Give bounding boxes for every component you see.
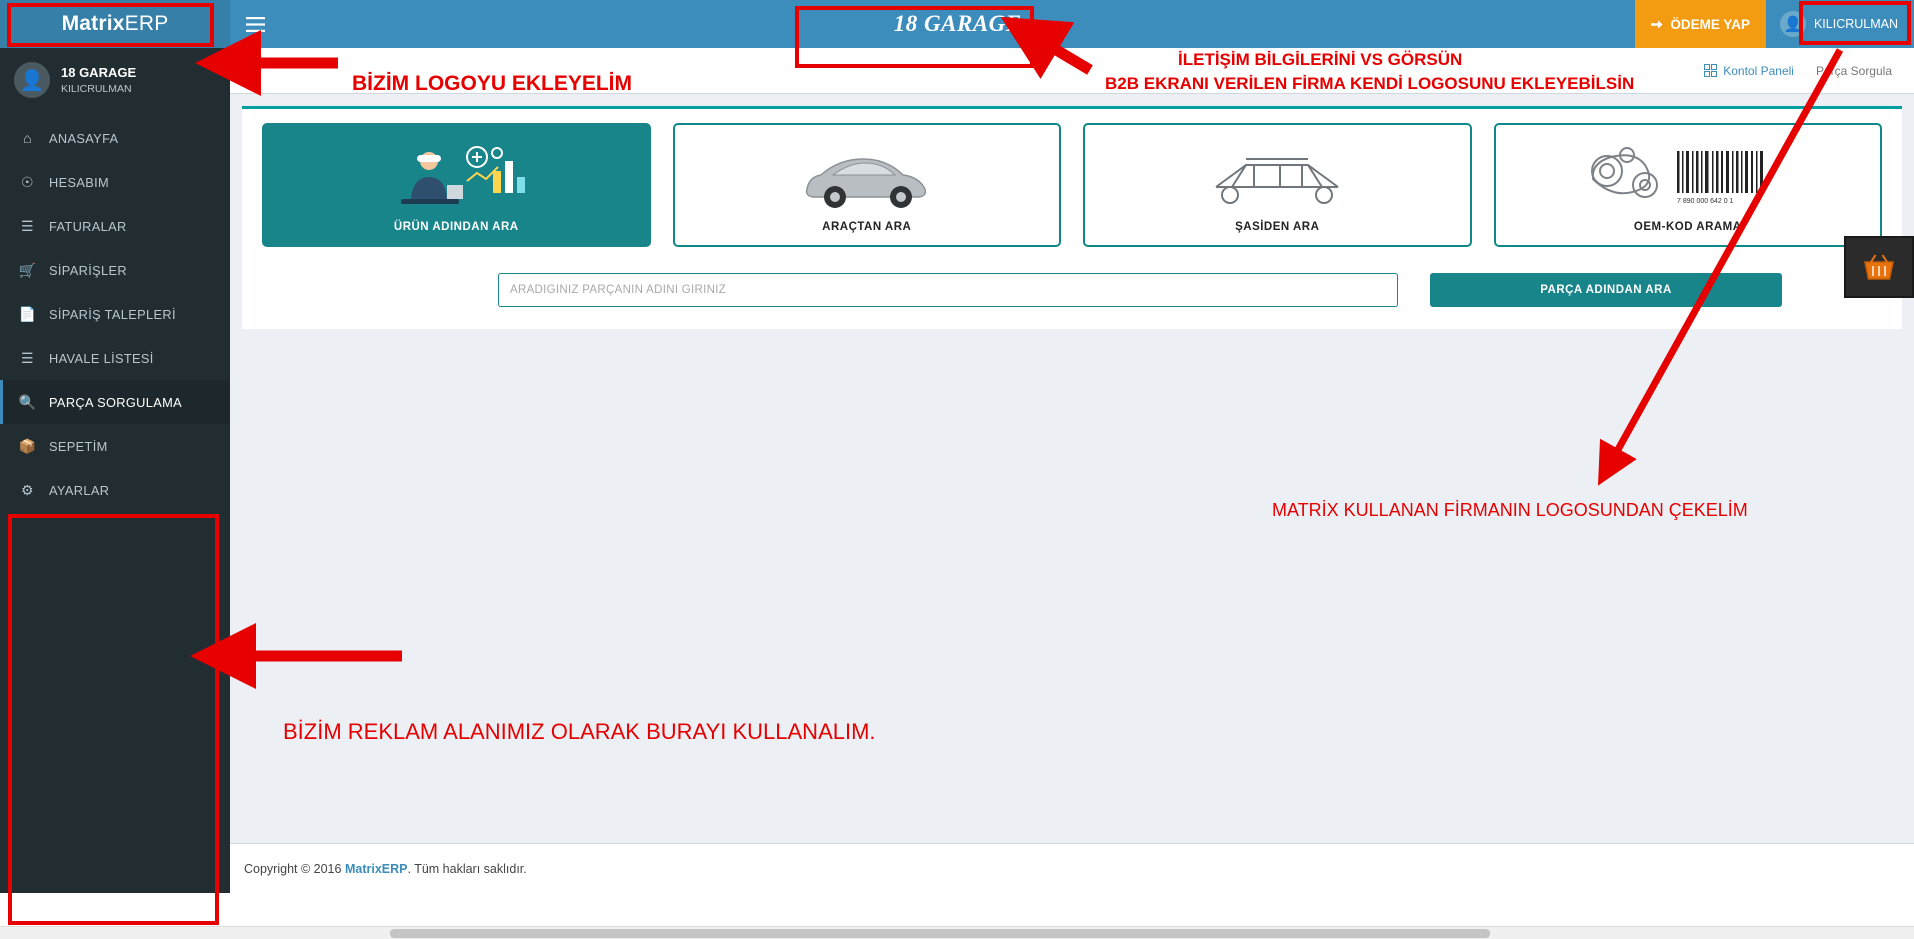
annotation-note-contact-2: B2B EKRANI VERİLEN FİRMA KENDİ LOGOSUNU EKLEYEBİLSİN (1105, 74, 1635, 93)
belt-barcode-icon (1573, 134, 1803, 221)
dashboard-icon (1704, 64, 1717, 77)
tab-sasiden-ara[interactable] (1083, 123, 1472, 247)
search-input[interactable] (498, 273, 1398, 307)
cart-floating-button[interactable] (1844, 236, 1914, 298)
annotation-note-firm-logo: MATRİX KULLANAN FİRMANIN LOGOSUNDAN ÇEKELİM (1272, 500, 1748, 520)
top-navigation-bar (0, 0, 1914, 48)
breadcrumb-current-label: Parça Sorgula (1815, 63, 1892, 78)
sidebar-item-anasayfa[interactable] (0, 116, 230, 160)
tab-label: ÜRÜN ADINDAN ARA (393, 221, 519, 233)
sidebar-item-label: SEPETİM (49, 438, 108, 454)
breadcrumb-home[interactable] (1704, 64, 1794, 78)
search-mode-tiles (262, 123, 1882, 247)
user-avatar-icon: 👤 (14, 62, 50, 98)
sidebar-item-siparisler[interactable] (0, 248, 230, 292)
sidebar-item-siparis-talepleri[interactable] (0, 292, 230, 336)
arrow-right-icon (1651, 19, 1663, 30)
sidebar-item-label: PARÇA SORGULAMA (49, 394, 183, 410)
home-icon: ⌂ (23, 130, 32, 146)
sidebar (0, 48, 230, 893)
user-circle-icon: ☉ (21, 173, 34, 190)
sidebar-item-label: HESABIM (49, 174, 110, 190)
footer-copyright: Copyright © 2016 (244, 861, 342, 876)
annotation-note-logo: BİZİM LOGOYU EKLEYELİM (352, 72, 633, 95)
tab-label: OEM-KOD ARAMA (1633, 221, 1742, 233)
gears-icon: ⚙ (21, 481, 34, 498)
breadcrumb-current (1816, 64, 1892, 78)
sidebar-item-label: ANASAYFA (49, 130, 119, 146)
car-icon (797, 134, 937, 221)
sidebar-item-label: SİPARİŞ TALEPLERİ (49, 306, 176, 322)
search-icon: 🔍 (18, 393, 37, 410)
search-panel (242, 106, 1902, 329)
sidebar-item-havale-listesi[interactable] (0, 336, 230, 380)
user-account-label: KILICRULMAN (1813, 17, 1898, 31)
sidebar-item-hesabim[interactable] (0, 160, 230, 204)
main-content (230, 48, 1914, 893)
annotation-note-contact-1: İLETİŞİM BİLGİLERİNİ VS GÖRSÜN (1178, 50, 1463, 69)
make-payment-button[interactable] (1635, 0, 1766, 48)
list-alt-icon: ☰ (21, 349, 34, 366)
sidebar-user-name: 18 GARAGE (61, 65, 137, 81)
basket-icon: 📦 (18, 437, 37, 454)
top-right-actions (1635, 0, 1914, 48)
footer-suffix: . Tüm hakları saklıdır. (407, 861, 527, 876)
sidebar-item-label: HAVALE LİSTESİ (49, 350, 154, 366)
annotation-note-ad-area: BİZİM REKLAM ALANIMIZ OLARAK BURAYI KULLANALIM. (283, 719, 876, 744)
sidebar-user-subtitle: KILICRULMAN (61, 82, 132, 95)
sidebar-item-label: SİPARİŞLER (49, 262, 127, 278)
tab-label: ŞASİDEN ARA (1235, 221, 1320, 233)
tab-aractan-ara[interactable] (673, 123, 1062, 247)
make-payment-label: ÖDEME YAP (1670, 16, 1750, 32)
top-center-title-area (280, 11, 1635, 37)
sidebar-user-names (61, 64, 136, 96)
user-icon: 👤 (1780, 11, 1806, 37)
footer (230, 843, 1914, 893)
footer-brand-link[interactable]: MatrixERP (344, 861, 408, 876)
list-icon: ☰ (21, 217, 34, 234)
horizontal-scrollbar-thumb[interactable] (390, 929, 1490, 938)
svg-text:7 890 000 642 0 1: 7 890 000 642 0 1 (1676, 197, 1734, 205)
search-by-part-name-button[interactable]: PARÇA ADINDAN ARA (1430, 273, 1782, 307)
breadcrumb-bar (230, 48, 1914, 94)
search-row (262, 273, 1882, 307)
sidebar-item-label: AYARLAR (49, 482, 110, 498)
sidebar-user-panel[interactable] (0, 48, 230, 110)
tab-label: ARAÇTAN ARA (822, 221, 912, 233)
sidebar-item-parca-sorgulama[interactable] (0, 380, 230, 424)
horizontal-scrollbar[interactable] (0, 926, 1914, 939)
brand-logo-light: ERP (124, 12, 169, 35)
sidebar-item-faturalar[interactable] (0, 204, 230, 248)
brand-logo-bold: Matrix (61, 12, 125, 35)
chassis-icon (1202, 134, 1352, 221)
person-at-computer-icon (381, 134, 531, 221)
user-account-menu[interactable] (1766, 0, 1914, 48)
sidebar-item-sepetim[interactable] (0, 424, 230, 468)
sidebar-item-label: FATURALAR (49, 218, 127, 234)
orders-icon: 🛒 (18, 261, 37, 278)
copy-icon: 📄 (18, 305, 37, 322)
sidebar-menu (0, 116, 230, 512)
breadcrumb-home-label: Kontol Paneli (1723, 63, 1794, 78)
brand-logo[interactable] (0, 0, 230, 48)
page-title: 18 GARAGE (893, 11, 1022, 36)
tab-oem-kod-arama[interactable] (1494, 123, 1883, 247)
shopping-basket-icon (1862, 252, 1896, 282)
sidebar-item-ayarlar[interactable] (0, 468, 230, 512)
sidebar-toggle-button[interactable] (230, 0, 280, 48)
hamburger-icon (246, 17, 265, 32)
tab-urun-adindan-ara[interactable] (262, 123, 651, 247)
